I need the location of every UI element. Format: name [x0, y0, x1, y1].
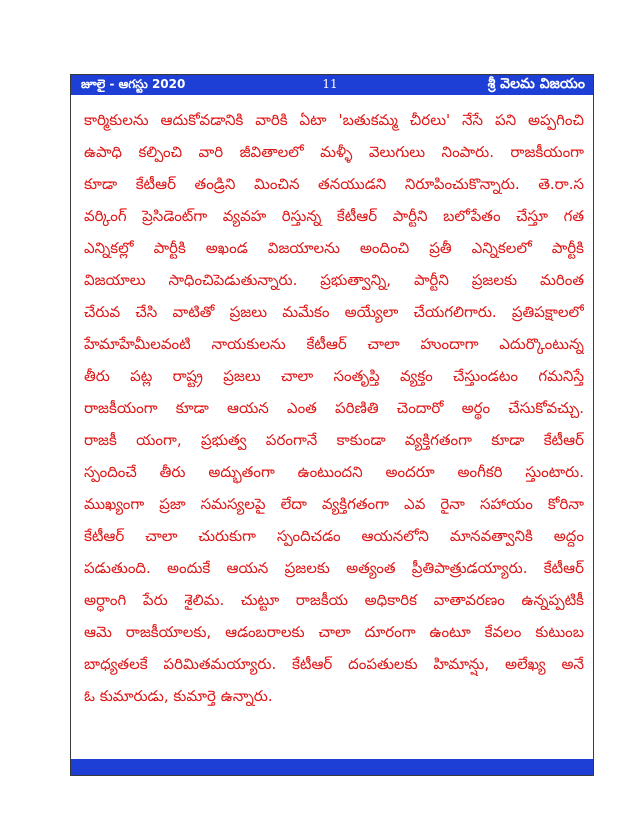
article-line: ఆమె రాజకీయాలకు, ఆడంబరాలకు చాలా దూరంగా ఉంటూ కేవలం కుటుంబ [84, 623, 584, 641]
article-body [84, 104, 584, 712]
magazine-title: శ్రీ వెలమ విజయం [487, 76, 585, 92]
page-footer [71, 759, 593, 775]
article-line: కార్మికులను ఆదుకోవడానికి వారికి ఏటా 'బతుకమ్మ చీరలు' నేసే పని అప్పగించి [84, 111, 584, 129]
issue-date: జూలై - ఆగస్టు 2020 [81, 77, 186, 91]
article-line: ఉపాధి కల్పించి వారి జీవితాలలో మళ్ళీ వెలుగులు నింపారు. రాజకీయంగా [84, 143, 584, 161]
article-line: రాజకీయంగా కూడా ఆయన ఎంత పరిణితి చెందారో అర్థం చేసుకోవచ్చు. [84, 399, 584, 417]
article-line: ముఖ్యంగా ప్రజా సమస్యలపై లేదా వ్యక్తిగతంగా ఎవ రైనా సహాయం కోరినా [84, 495, 584, 513]
article-line: హేమాహేమీలవంటి నాయకులను కేటీఆర్ చాలా హుందాగా ఎదుర్కొంటున్న [84, 335, 584, 353]
article-line: తీరు పట్ల రాష్ట్ర ప్రజలు చాలా సంతృప్తి వ్యక్తం చేస్తుండటం గమనిస్తే [84, 367, 584, 385]
article-line: కూడా కేటీఆర్ తండ్రిని మించిన తనయుడని నిరూపించుకొన్నారు. తె.రా.స [84, 175, 584, 193]
page-number: 11 [322, 77, 338, 91]
article-line: చేరువ చేసి వాటితో ప్రజలు మమేకం అయ్యేలా చేయగలిగారు. ప్రతిపక్షాలలో [84, 303, 584, 321]
article-line: ఎన్నికల్లో పార్టీకి అఖండ విజయాలను అందించి ప్రతీ ఎన్నికలలో పార్టీకి [84, 239, 584, 257]
article-line: రాజకీ యంగా, ప్రభుత్వ పరంగానే కాకుండా వ్యక్తిగతంగా కూడా కేటీఆర్ [84, 431, 584, 449]
article-line: అర్ధాంగి పేరు శైలిమ. చుట్టూ రాజకీయ అధికారిక వాతావరణం ఉన్నప్పటికీ [84, 591, 584, 609]
article-line: పడుతుంది. అందుకే ఆయన ప్రజలకు అత్యంత ప్రీతిపాత్రుడయ్యారు. కేటీఆర్ [84, 559, 584, 577]
article-line: విజయాలు సాధించిపెడుతున్నారు. ప్రభుత్వాన్ని, పార్టీని ప్రజలకు మరింత [84, 271, 584, 289]
article-line: కేటీఆర్ చాలా చురుకుగా స్పందిచడం ఆయనలోని మానవత్వానికి అద్దం [84, 527, 584, 545]
article-line: వర్కింగ్ ప్రెసిడెంట్‌గా వ్యవహ రిస్తున్న కేటీఆర్ పార్టీని బలోపేతం చేస్తూ గత [84, 207, 584, 225]
page-header [71, 75, 593, 95]
article-line: ఓ కుమారుడు, కుమార్తె ఉన్నారు. [84, 687, 273, 705]
article-line: బాధ్యతలకే పరిమితమయ్యారు. కేటీఆర్ దంపతులకు హిమాన్షు, అలేఖ్య అనే [84, 655, 584, 673]
article-line: స్పందించే తీరు అద్భుతంగా ఉంటుందని అందరూ అంగీకరి స్తుంటారు. [84, 463, 584, 481]
